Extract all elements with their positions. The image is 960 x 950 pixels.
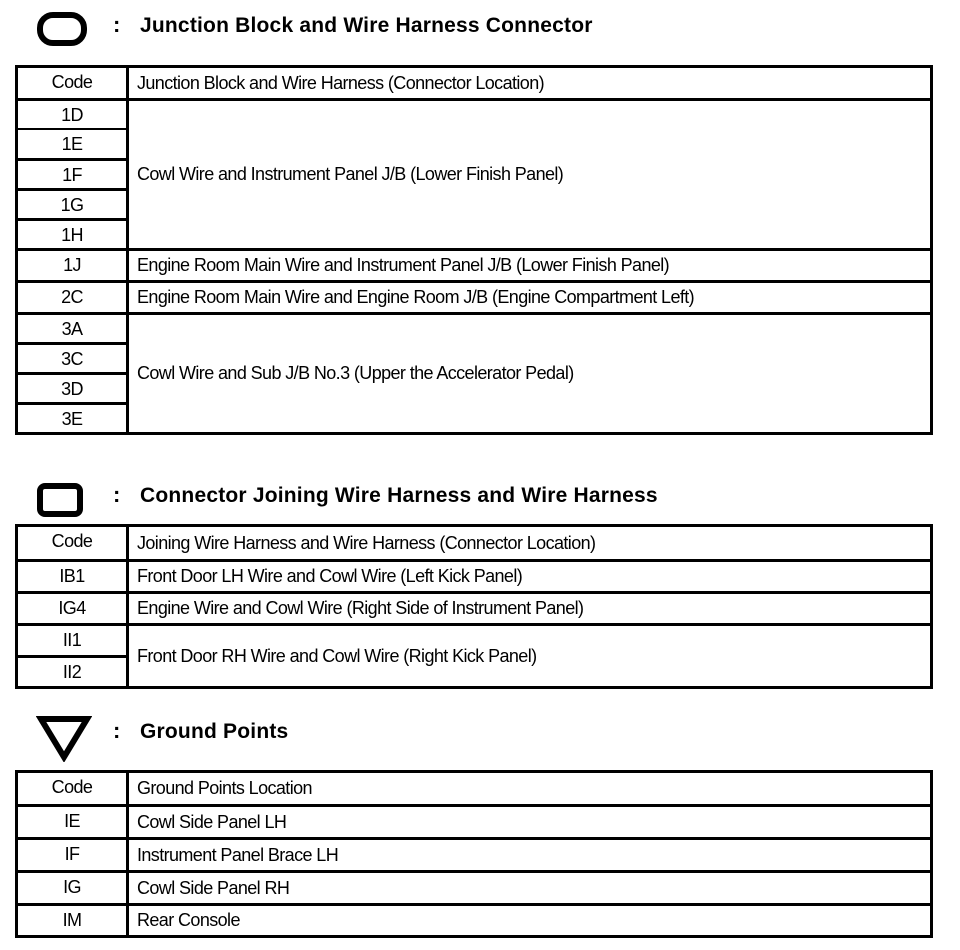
table-cell-code: IF <box>18 837 129 870</box>
table-cell-code: IG <box>18 870 129 903</box>
ground-points-table <box>15 770 933 938</box>
ground-point-symbol-icon <box>36 714 92 762</box>
table-cell-code: 1J <box>18 248 129 280</box>
table-cell-description: Instrument Panel Brace LH <box>129 837 930 870</box>
table-header-description: Joining Wire Harness and Wire Harness (Connector Location) <box>137 532 596 553</box>
table-cell-code: 1G <box>18 188 129 218</box>
table-cell-code: 3E <box>18 402 129 432</box>
section-2-header <box>0 478 960 518</box>
table-cell-description: Engine Room Main Wire and Instrument Panel J/B (Lower Finish Panel) <box>129 248 930 280</box>
junction-block-connector-symbol-icon <box>36 11 88 47</box>
table-header-code: Code <box>18 527 129 559</box>
table-cell-code: 1D <box>18 98 129 128</box>
section-3-colon: : <box>113 718 121 743</box>
table-cell-description: Cowl Wire and Instrument Panel J/B (Lower Finish Panel) <box>129 98 930 248</box>
table-cell-code: 2C <box>18 280 129 312</box>
junction-block-table <box>15 65 933 435</box>
table-cell-description: Cowl Side Panel RH <box>129 870 930 903</box>
table-cell-code: IM <box>18 903 129 935</box>
table-cell-code: 1E <box>18 128 129 158</box>
table-cell-code: IE <box>18 804 129 837</box>
table-cell-description: Rear Console <box>129 903 930 935</box>
section-2-title: Connector Joining Wire Harness and Wire Harness <box>140 484 658 507</box>
table-cell-code: 3C <box>18 342 129 372</box>
table-header-code: Code <box>18 773 129 804</box>
section-3-title: Ground Points <box>140 720 289 743</box>
table-cell-description: Front Door RH Wire and Cowl Wire (Right Kick Panel) <box>129 623 930 686</box>
table-cell-code: IG4 <box>18 591 129 623</box>
harness-connector-table <box>15 524 933 689</box>
section-1-header <box>0 8 960 48</box>
table-header-code: Code <box>18 68 129 98</box>
table-header-description: Ground Points Location <box>137 778 312 798</box>
table-cell-description: Front Door LH Wire and Cowl Wire (Left Kick Panel) <box>129 559 930 591</box>
table-cell-description: Cowl Wire and Sub J/B No.3 (Upper the Accelerator Pedal) <box>129 312 930 432</box>
section-3-header <box>0 714 960 754</box>
table-cell-description: Engine Wire and Cowl Wire (Right Side of Instrument Panel) <box>129 591 930 623</box>
table-cell-code: II2 <box>18 655 129 686</box>
table-header-description: Junction Block and Wire Harness (Connector Location) <box>137 72 545 93</box>
table-cell-code: 3D <box>18 372 129 402</box>
table-cell-code: 1H <box>18 218 129 248</box>
section-1-colon: : <box>113 12 121 37</box>
table-cell-code: 1F <box>18 158 129 188</box>
harness-connector-symbol-icon <box>36 482 84 518</box>
table-cell-description: Cowl Side Panel LH <box>129 804 930 837</box>
section-1-title: Junction Block and Wire Harness Connector <box>140 14 593 37</box>
table-cell-code: 3A <box>18 312 129 342</box>
section-2-colon: : <box>113 482 121 507</box>
table-cell-code: II1 <box>18 623 129 655</box>
table-cell-code: IB1 <box>18 559 129 591</box>
table-cell-description: Engine Room Main Wire and Engine Room J/B (Engine Compartment Left) <box>129 280 930 312</box>
